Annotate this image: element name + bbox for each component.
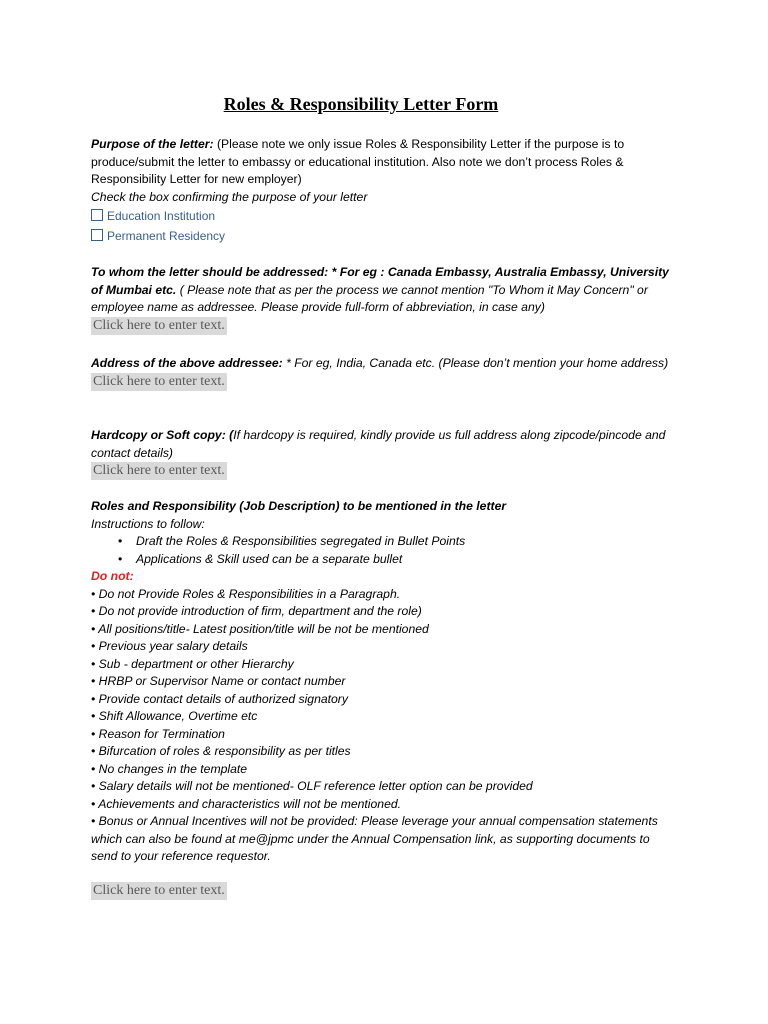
checkbox-icon[interactable]	[91, 229, 103, 241]
addressee-section	[91, 264, 671, 335]
purpose-note: (Please note we only issue Roles & Responsibility Letter if the purpose is to produce/submit the letter to embassy or educational institution. Also note we don’t process Roles & Responsibility Letter for new employer)	[91, 137, 625, 186]
checkbox-education-institution[interactable]	[91, 206, 671, 226]
do-not-list	[91, 586, 671, 866]
purpose-instruction: Check the box confirming the purpose of your letter	[91, 189, 368, 204]
addressee-paragraph	[91, 264, 671, 317]
list-item: • Previous year salary details	[91, 639, 248, 653]
list-item: • All positions/title- Latest position/title will be not be mentioned	[91, 621, 429, 636]
list-item: • Salary details will not be mentioned- OLF reference letter option can be provided	[91, 779, 533, 793]
roles-text-field[interactable]: Click here to enter text.	[93, 883, 225, 898]
copy-label: Hardcopy or Soft copy: (	[91, 428, 234, 442]
list-item: • Bonus or Annual Incentives will not be provided: Please leverage your annual compensation statements which can also be found at me@jpmc under the Annual Compensation link, as supporting documents to send to your reference requestor.	[91, 814, 658, 863]
instructions-label: Instructions to follow:	[91, 516, 205, 531]
purpose-paragraph	[91, 136, 671, 189]
page-title: Roles & Responsibility Letter Form	[223, 94, 499, 114]
checkbox-icon[interactable]	[91, 209, 103, 221]
do-not-label: Do not:	[91, 569, 134, 583]
list-item: • Bifurcation of roles & responsibility as per titles	[91, 744, 351, 758]
instructions-list	[91, 533, 671, 568]
address-note: * For eg, India, Canada etc. (Please don’t mention your home address)	[282, 356, 669, 370]
list-item: • Shift Allowance, Overtime etc	[91, 709, 258, 723]
list-item: • Applications & Skill used can be a separate bullet	[136, 551, 671, 569]
copy-note: If hardcopy is required, kindly provide us full address along zipcode/pincode and contact details)	[91, 428, 666, 460]
address-paragraph	[91, 355, 671, 373]
purpose-section	[91, 136, 671, 246]
checkbox-label: Permanent Residency	[107, 229, 226, 243]
list-item: • No changes in the template	[91, 761, 248, 776]
list-item: • HRBP or Supervisor Name or contact number	[91, 674, 346, 688]
address-label: Address of the above addressee:	[91, 356, 283, 370]
list-item: • Draft the Roles & Responsibilities segregated in Bullet Points	[136, 533, 671, 551]
address-text-field[interactable]: Click here to enter text.	[93, 373, 225, 389]
address-section	[91, 355, 671, 391]
addressee-text-field[interactable]: Click here to enter text.	[93, 317, 225, 333]
addressee-label: To whom the letter should be addressed: * For eg : Canada Embassy, Australia Embassy, University of Mumbai etc.	[91, 265, 669, 297]
list-item: • Achievements and characteristics will not be mentioned.	[91, 796, 402, 811]
copy-paragraph	[91, 427, 671, 462]
roles-label: Roles and Responsibility (Job Description) to be mentioned in the letter	[91, 499, 507, 513]
checkbox-label: Education Institution	[107, 209, 216, 223]
list-item: • Provide contact details of authorized signatory	[91, 691, 348, 706]
purpose-label: Purpose of the letter:	[91, 137, 214, 151]
roles-section	[91, 498, 671, 866]
copy-section	[91, 427, 671, 480]
list-item: • Do not Provide Roles & Responsibilities in a Paragraph.	[91, 586, 401, 601]
addressee-note: ( Please note that as per the process we cannot mention "To Whom it May Concern" or employee name as addressee. Please provide full-form of abbreviation, in case any)	[91, 282, 648, 314]
copy-text-field[interactable]: Click here to enter text.	[93, 463, 225, 478]
checkbox-permanent-residency[interactable]	[91, 226, 671, 246]
roles-field-wrapper	[91, 882, 671, 900]
list-item: • Reason for Termination	[91, 726, 225, 741]
list-item: • Do not provide introduction of firm, department and the role)	[91, 604, 422, 618]
list-item: • Sub - department or other Hierarchy	[91, 656, 294, 671]
